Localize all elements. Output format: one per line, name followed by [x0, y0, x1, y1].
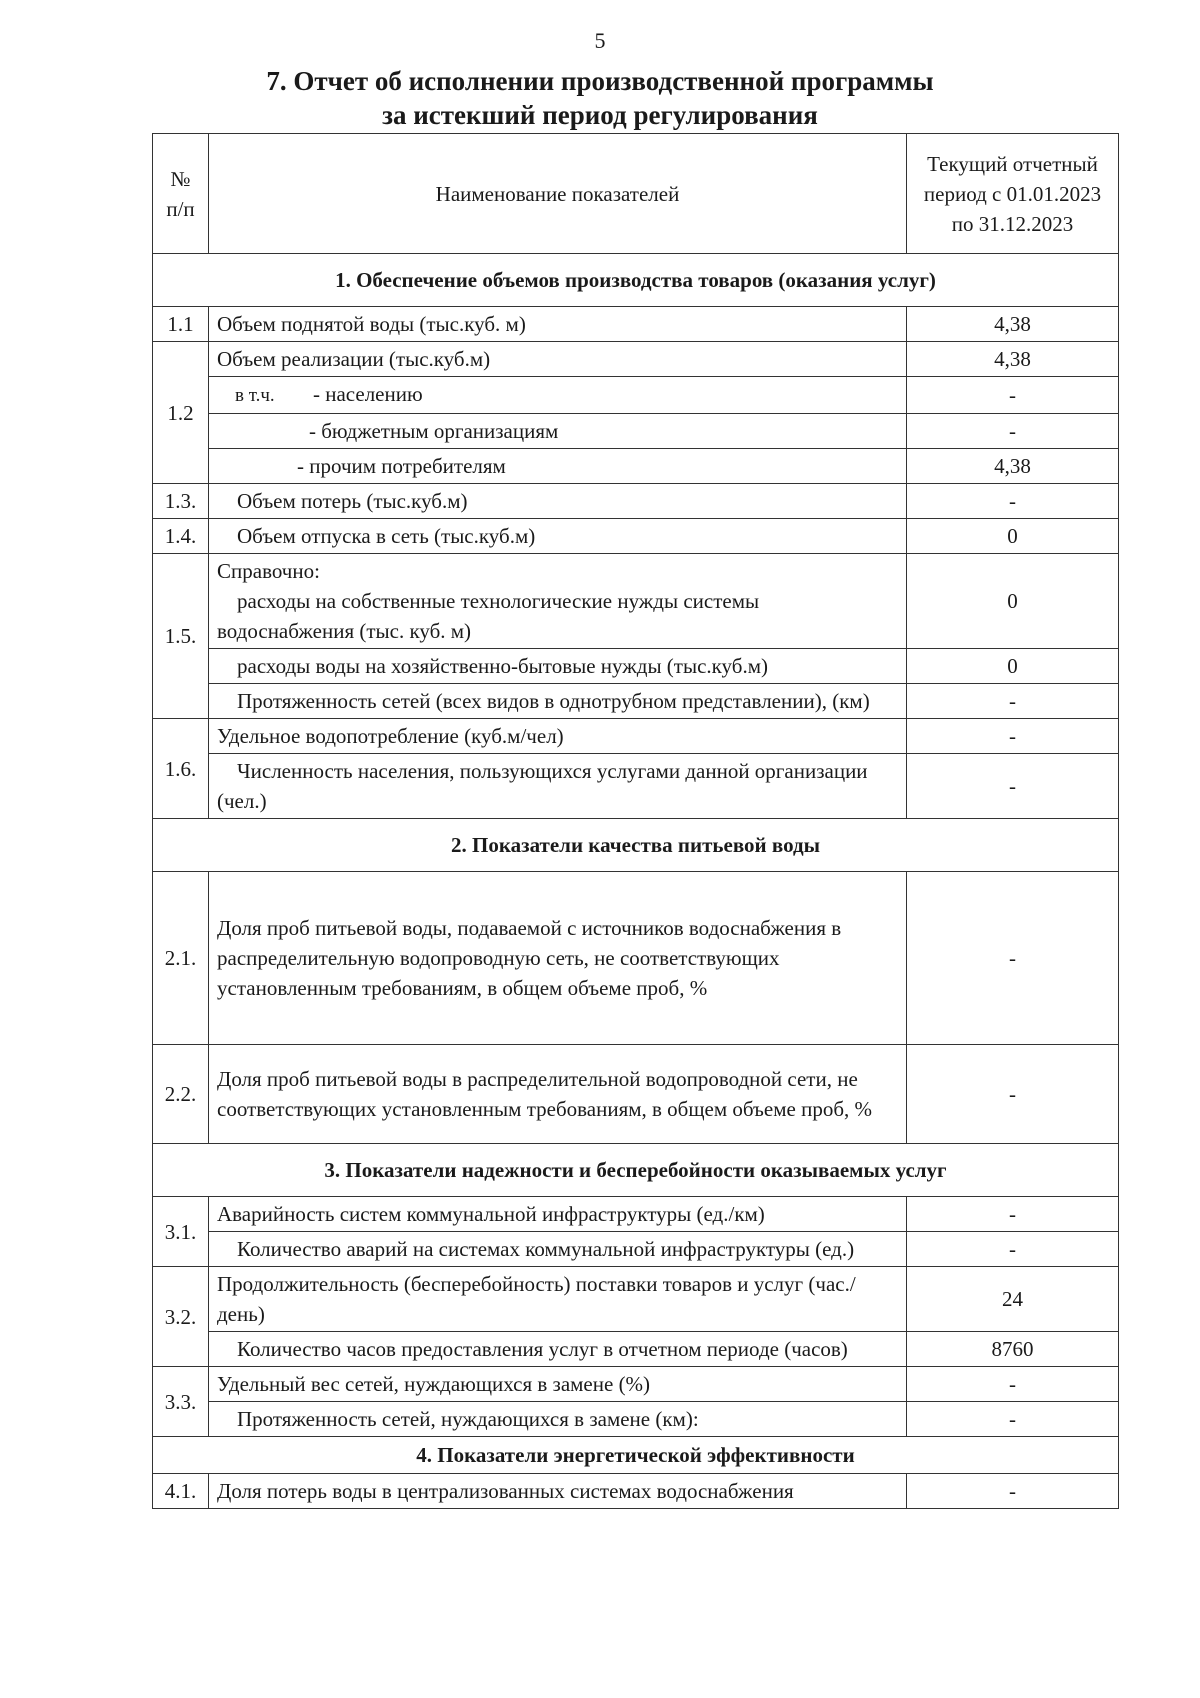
row-name: Объем отпуска в сеть (тыс.куб.м)	[237, 524, 536, 548]
row-value: 0	[907, 519, 1119, 554]
row-name: Доля потерь воды в централизованных системах водоснабжения	[209, 1474, 907, 1509]
table-row	[153, 342, 1119, 377]
row-number: 1.5.	[153, 554, 209, 719]
title-line-2: за истекший период регулирования	[382, 100, 818, 130]
row-name-wrap	[217, 586, 898, 646]
row-number: 3.1.	[153, 1197, 209, 1267]
section-title-2: 2. Показатели качества питьевой воды	[153, 819, 1119, 872]
row-name: Количество часов предоставления услуг в отчетном периоде (часов)	[237, 1337, 848, 1361]
row-value: 0	[907, 554, 1119, 649]
title-line-1: 7. Отчет об исполнении производственной программы	[266, 66, 934, 96]
header-period: Текущий отчетный период с 01.01.2023 по 31.12.2023	[907, 134, 1119, 254]
row-number: 1.4.	[153, 519, 209, 554]
row-name-cell	[209, 484, 907, 519]
row-value: -	[907, 754, 1119, 819]
row-value: -	[907, 1474, 1119, 1509]
row-value: 4,38	[907, 342, 1119, 377]
table-row	[153, 484, 1119, 519]
row-number: 2.2.	[153, 1045, 209, 1144]
row-value: -	[907, 484, 1119, 519]
table-row	[153, 684, 1119, 719]
table-row	[153, 554, 1119, 649]
header-num: № п/п	[153, 134, 209, 254]
table-row	[153, 1474, 1119, 1509]
row-name: - бюджетным организациям	[209, 414, 907, 449]
row-number: 3.3.	[153, 1367, 209, 1437]
table-row	[153, 1045, 1119, 1144]
section-title-3: 3. Показатели надежности и бесперебойности оказываемых услуг	[153, 1144, 1119, 1197]
row-name-cell	[209, 519, 907, 554]
row-name-cell	[209, 1232, 907, 1267]
table-row	[153, 872, 1119, 1045]
row-name: расходы на собственные технологические нужды системы водоснабжения (тыс. куб. м)	[217, 589, 760, 643]
row-value: -	[907, 719, 1119, 754]
page-title	[0, 64, 1200, 132]
row-name: - населению	[313, 382, 423, 406]
row-name: Численность населения, пользующихся услугами данной организации (чел.)	[217, 759, 868, 813]
table-row	[153, 519, 1119, 554]
row-name: Протяженность сетей, нуждающихся в замене (км):	[237, 1407, 699, 1431]
table-row	[153, 1267, 1119, 1332]
table-row	[153, 1332, 1119, 1367]
header-row	[153, 134, 1119, 254]
row-value: -	[907, 414, 1119, 449]
row-value: -	[907, 1367, 1119, 1402]
table-row	[153, 754, 1119, 819]
table-row	[153, 307, 1119, 342]
row-number: 1.3.	[153, 484, 209, 519]
row-number: 1.1	[153, 307, 209, 342]
table-row	[153, 1232, 1119, 1267]
table-row	[153, 414, 1119, 449]
row-name: Удельный вес сетей, нуждающихся в замене (%)	[209, 1367, 907, 1402]
row-number: 4.1.	[153, 1474, 209, 1509]
row-name: Объем потерь (тыс.куб.м)	[237, 489, 468, 513]
section-title-1: 1. Обеспечение объемов производства товаров (оказания услуг)	[153, 254, 1119, 307]
row-name: Доля проб питьевой воды, подаваемой с источников водоснабжения в распределительную водопроводную сеть, не соответствующих установленным требованиям, в общем объеме проб, %	[209, 872, 907, 1045]
row-prefix: в т.ч.	[235, 385, 275, 406]
table-row	[153, 449, 1119, 484]
table-row	[153, 377, 1119, 414]
row-name: - прочим потребителям	[209, 449, 907, 484]
row-name: Объем реализации (тыс.куб.м)	[209, 342, 907, 377]
row-value: -	[907, 1045, 1119, 1144]
report-table	[152, 133, 1119, 1509]
table-row	[153, 719, 1119, 754]
row-name: Аварийность систем коммунальной инфраструктуры (ед./км)	[209, 1197, 907, 1232]
row-value: -	[907, 872, 1119, 1045]
page-number: 5	[594, 28, 606, 53]
row-number: 2.1.	[153, 872, 209, 1045]
section-row	[153, 254, 1119, 307]
row-number: 3.2.	[153, 1267, 209, 1367]
row-name: Удельное водопотребление (куб.м/чел)	[209, 719, 907, 754]
row-value: 24	[907, 1267, 1119, 1332]
section-title-4: 4. Показатели энергетической эффективности	[153, 1437, 1119, 1474]
row-name-cell	[209, 1402, 907, 1437]
row-value: 4,38	[907, 449, 1119, 484]
row-value: -	[907, 1197, 1119, 1232]
table-row	[153, 1197, 1119, 1232]
row-label: Справочно:	[217, 559, 320, 583]
section-row	[153, 1144, 1119, 1197]
row-value: -	[907, 1232, 1119, 1267]
row-name: Объем поднятой воды (тыс.куб. м)	[209, 307, 907, 342]
row-name-cell	[209, 554, 907, 649]
row-name-cell	[209, 649, 907, 684]
row-number: 1.2	[153, 342, 209, 484]
section-row	[153, 1437, 1119, 1474]
section-row	[153, 819, 1119, 872]
row-value: -	[907, 377, 1119, 414]
table-row	[153, 1402, 1119, 1437]
row-number: 1.6.	[153, 719, 209, 819]
row-name-cell	[209, 684, 907, 719]
table-row	[153, 649, 1119, 684]
row-value: -	[907, 684, 1119, 719]
row-name: Продолжительность (бесперебойность) поставки товаров и услуг (час./день)	[209, 1267, 907, 1332]
row-value: 8760	[907, 1332, 1119, 1367]
table-row	[153, 1367, 1119, 1402]
row-name: Протяженность сетей (всех видов в однотрубном представлении), (км)	[237, 689, 870, 713]
row-value: -	[907, 1402, 1119, 1437]
row-name-cell	[209, 377, 907, 414]
row-name-cell	[209, 754, 907, 819]
row-name: расходы воды на хозяйственно-бытовые нужды (тыс.куб.м)	[237, 654, 768, 678]
row-value: 4,38	[907, 307, 1119, 342]
header-name: Наименование показателей	[209, 134, 907, 254]
row-name: Доля проб питьевой воды в распределительной водопроводной сети, не соответствующих установленным требованиям, в общем объеме проб, %	[209, 1045, 907, 1144]
row-value: 0	[907, 649, 1119, 684]
row-name: Количество аварий на системах коммунальной инфраструктуры (ед.)	[237, 1237, 855, 1261]
row-name-cell	[209, 1332, 907, 1367]
